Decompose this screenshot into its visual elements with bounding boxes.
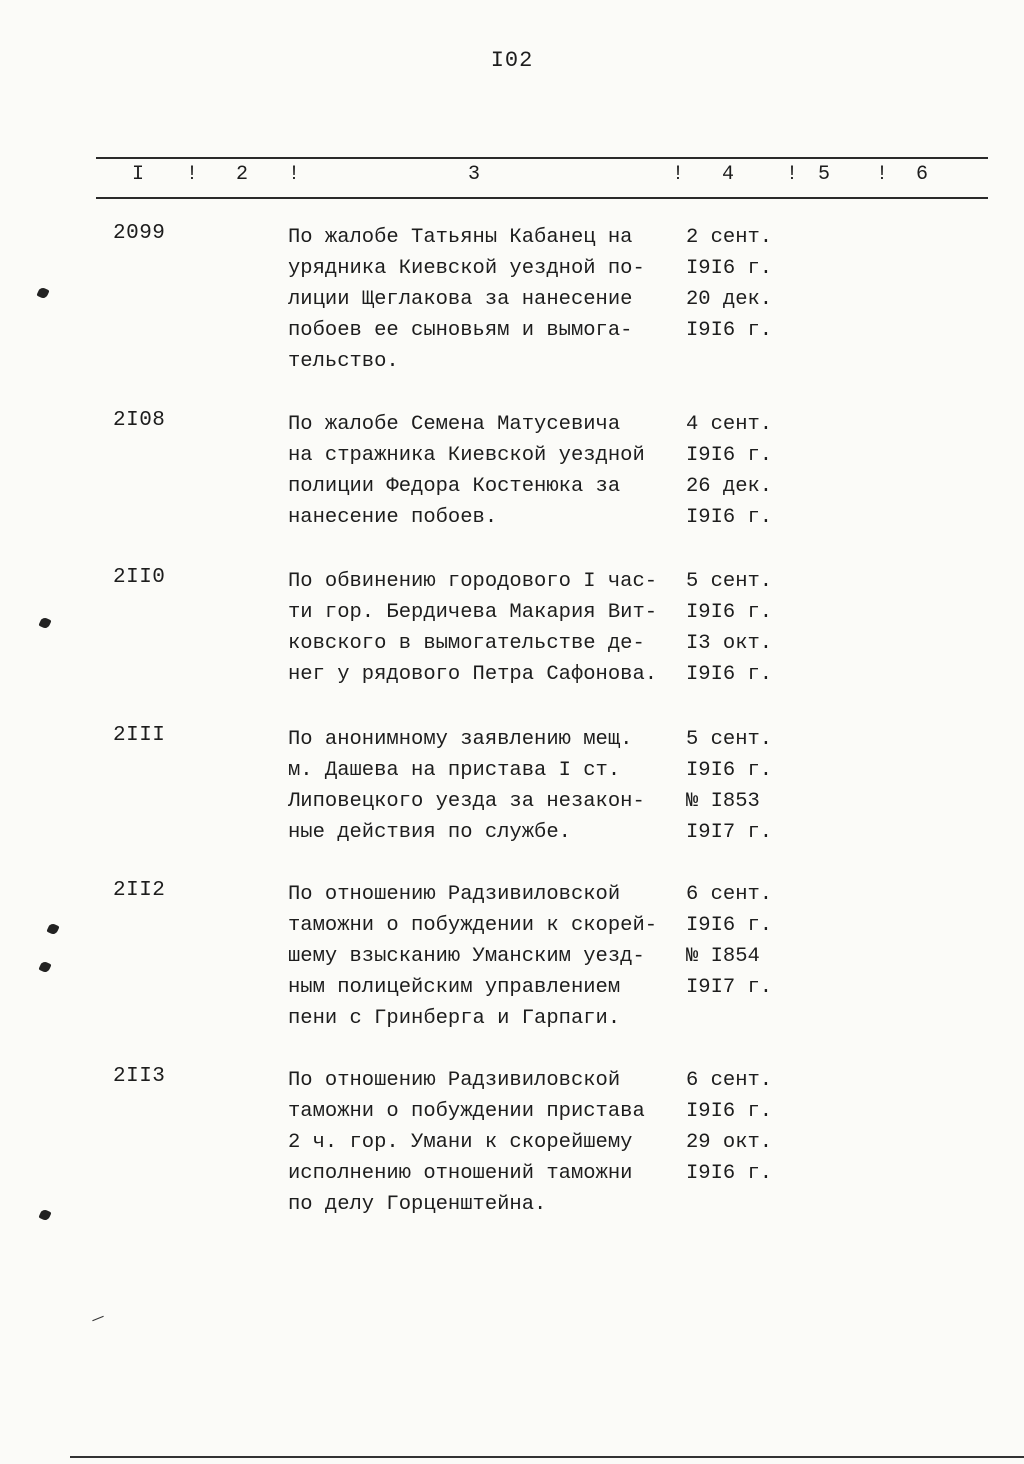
description-line: по делу Горценштейна. (288, 1193, 547, 1216)
description-line: ным полицейским управлением (288, 976, 621, 999)
date-start: 4 сент. (686, 413, 773, 436)
description-line: м. Дашева на пристава I ст. (288, 759, 621, 782)
scan-speck (38, 1208, 51, 1221)
header-separator: ! (876, 163, 889, 186)
entry-number: 2II2 (113, 879, 166, 902)
description-line: По жалобе Татьяны Кабанец на (288, 226, 633, 249)
date-start-year: I9I6 г. (686, 601, 773, 624)
description-line: нег у рядового Петра Сафонова. (288, 663, 658, 686)
header-col-3: 3 (468, 163, 481, 186)
date-start: 2 сент. (686, 226, 773, 249)
entry-description (288, 222, 683, 377)
description-line: урядника Киевской уездной по- (288, 257, 645, 280)
reference-number: № I853 (686, 790, 760, 813)
date-start: 5 сент. (686, 728, 773, 751)
page-number: I02 (490, 48, 534, 73)
header-col-6: 6 (916, 163, 929, 186)
date-start: 6 сент. (686, 883, 773, 906)
entry-description (288, 566, 683, 690)
date-end-year: I9I6 г. (686, 663, 773, 686)
table-header-bottom-rule (96, 197, 988, 199)
description-line: исполнению отношений таможни (288, 1162, 633, 1185)
date-start-year: I9I6 г. (686, 257, 773, 280)
scan-speck (38, 960, 51, 973)
pen-stroke (92, 1316, 104, 1321)
description-line: на стражника Киевской уездной (288, 444, 645, 467)
date-start: 6 сент. (686, 1069, 773, 1092)
table-header (96, 163, 988, 191)
date-start: 5 сент. (686, 570, 773, 593)
description-line: 2 ч. гор. Умани к скорейшему (288, 1131, 633, 1154)
description-line: По обвинению городового I час- (288, 570, 658, 593)
entry-number: 2II3 (113, 1065, 166, 1088)
entry-number: 2I08 (113, 409, 166, 432)
description-line: ковского в вымогательстве де- (288, 632, 645, 655)
header-col-1: I (132, 163, 145, 186)
entry-number: 2II0 (113, 566, 166, 589)
date-start-year: I9I6 г. (686, 444, 773, 467)
description-line: шему взысканию Уманским уезд- (288, 945, 645, 968)
description-line: нанесение побоев. (288, 506, 498, 529)
date-start-year: I9I6 г. (686, 759, 773, 782)
description-line: тельство. (288, 350, 399, 373)
description-line: таможни о побуждении к скорей- (288, 914, 658, 937)
scan-speck (36, 286, 49, 299)
reference-year: I9I7 г. (686, 821, 773, 844)
entry-description (288, 409, 683, 533)
description-line: По отношению Радзивиловской (288, 1069, 621, 1092)
entry-dates (686, 566, 796, 690)
header-col-4: 4 (722, 163, 735, 186)
entry-description (288, 724, 683, 848)
date-end-year: I9I6 г. (686, 506, 773, 529)
header-separator: ! (186, 163, 199, 186)
description-line: По жалобе Семена Матусевича (288, 413, 621, 436)
description-line: По отношению Радзивиловской (288, 883, 621, 906)
entry-number: 2III (113, 724, 166, 747)
page-bottom-edge (70, 1456, 1024, 1458)
description-line: полиции Федора Костенюка за (288, 475, 621, 498)
description-line: побоев ее сыновьям и вымога- (288, 319, 633, 342)
header-col-2: 2 (236, 163, 249, 186)
entry-description (288, 879, 683, 1034)
table-top-rule (96, 157, 988, 159)
date-end: 29 окт. (686, 1131, 773, 1154)
scan-speck (46, 922, 59, 935)
date-start-year: I9I6 г. (686, 1100, 773, 1123)
description-line: пени с Гринберга и Гарпаги. (288, 1007, 621, 1030)
description-line: ные действия по службе. (288, 821, 571, 844)
description-line: таможни о побуждении пристава (288, 1100, 645, 1123)
reference-number: № I854 (686, 945, 760, 968)
date-end: 20 дек. (686, 288, 773, 311)
reference-year: I9I7 г. (686, 976, 773, 999)
date-end-year: I9I6 г. (686, 1162, 773, 1185)
description-line: лиции Щеглакова за нанесение (288, 288, 633, 311)
description-line: ти гор. Бердичева Макария Вит- (288, 601, 658, 624)
entry-dates (686, 879, 796, 1003)
date-end: 26 дек. (686, 475, 773, 498)
description-line: По анонимному заявлению мещ. (288, 728, 633, 751)
date-end-year: I9I6 г. (686, 319, 773, 342)
header-col-5: 5 (818, 163, 831, 186)
header-separator: ! (672, 163, 685, 186)
date-start-year: I9I6 г. (686, 914, 773, 937)
date-end: I3 окт. (686, 632, 773, 655)
entry-dates (686, 1065, 796, 1189)
entry-number: 2099 (113, 222, 166, 245)
entry-dates (686, 222, 796, 346)
entry-dates (686, 409, 796, 533)
header-separator: ! (288, 163, 301, 186)
header-separator: ! (786, 163, 799, 186)
entry-description (288, 1065, 683, 1220)
entry-dates (686, 724, 796, 848)
description-line: Липовецкого уезда за незакон- (288, 790, 645, 813)
scan-speck (38, 616, 51, 629)
